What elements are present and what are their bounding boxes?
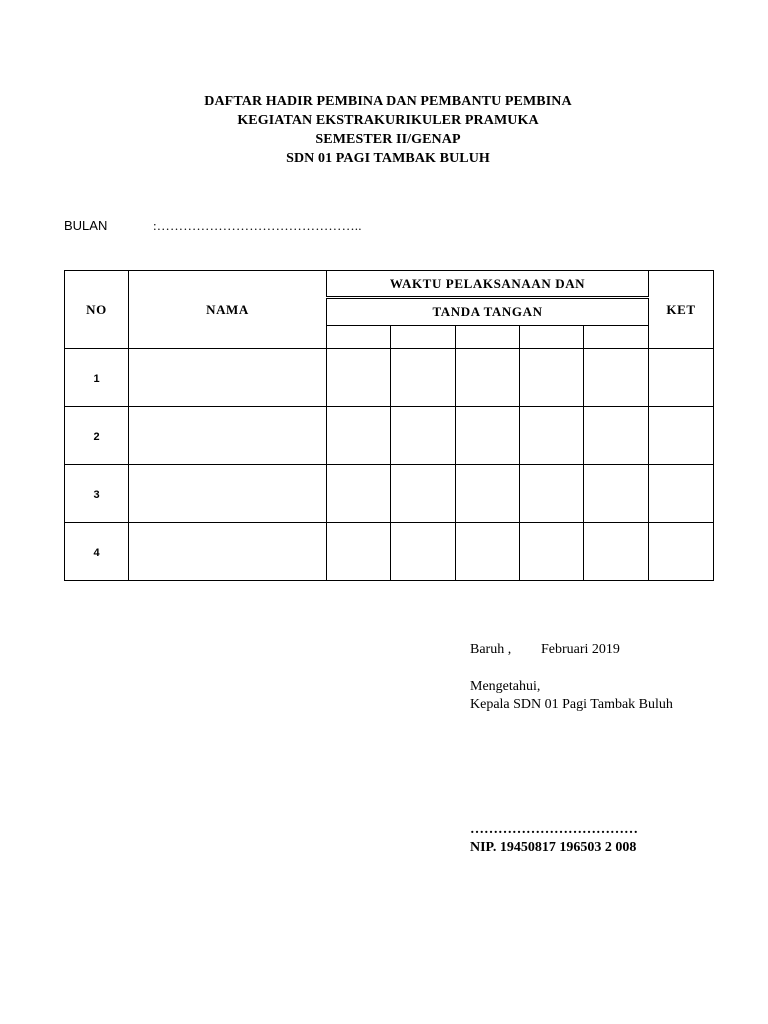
session-column-4: [520, 326, 584, 349]
signature-cell: [456, 349, 520, 407]
mengetahui-text: Mengetahui,: [470, 679, 541, 694]
signature-cell: [391, 349, 456, 407]
name-cell: [129, 407, 327, 465]
signature-date: Februari 2019: [541, 642, 620, 657]
signature-cell: [391, 465, 456, 523]
header-nama: NAMA: [129, 271, 327, 349]
signature-cell: [391, 407, 456, 465]
bulan-fill-line: :………………………………………..: [153, 218, 362, 233]
row-number: 3: [65, 465, 129, 523]
session-column-1: [327, 326, 391, 349]
signature-cell: [584, 407, 649, 465]
name-cell: [129, 465, 327, 523]
signature-cell: [456, 465, 520, 523]
signer-nip: NIP. 19450817 196503 2 008: [470, 840, 637, 855]
title-line-1: DAFTAR HADIR PEMBINA DAN PEMBANTU PEMBINA: [204, 94, 572, 109]
signature-cell: [584, 523, 649, 581]
row-number: 4: [65, 523, 129, 581]
row-number: 1: [65, 349, 129, 407]
document-title-block: [0, 92, 768, 168]
session-column-2: [391, 326, 456, 349]
title-line-2: KEGIATAN EKSTRAKURIKULER PRAMUKA: [237, 113, 539, 128]
title-line-3: SEMESTER II/GENAP: [315, 132, 461, 147]
session-column-5: [584, 326, 649, 349]
title-line-4: SDN 01 PAGI TAMBAK BULUH: [286, 151, 490, 166]
signature-place: [470, 640, 511, 659]
signature-cell: [584, 349, 649, 407]
signature-cell: [456, 523, 520, 581]
session-column-3: [456, 326, 520, 349]
signature-cell: [327, 349, 391, 407]
signer-name-line: ………………………………: [470, 822, 638, 837]
signature-cell: [520, 407, 584, 465]
signature-cell: [520, 523, 584, 581]
table-header-row: [65, 271, 714, 298]
attendance-table: [64, 270, 714, 581]
name-cell: [129, 349, 327, 407]
header-no: NO: [65, 271, 129, 349]
signature-cell: [520, 465, 584, 523]
header-waktu-pelaksanaan: WAKTU PELAKSANAAN DAN: [327, 271, 649, 298]
signature-cell: [584, 465, 649, 523]
place-text: Baruh ,: [470, 642, 512, 657]
row-number: 2: [65, 407, 129, 465]
ket-cell: [649, 349, 714, 407]
name-cell: [129, 523, 327, 581]
header-tanda-tangan: TANDA TANGAN: [327, 298, 649, 326]
table-row: [65, 465, 714, 523]
signature-cell: [456, 407, 520, 465]
signer-title: Kepala SDN 01 Pagi Tambak Buluh: [470, 697, 673, 712]
signature-cell: [520, 349, 584, 407]
ket-cell: [649, 465, 714, 523]
signature-cell: [391, 523, 456, 581]
signature-cell: [327, 407, 391, 465]
header-ket: KET: [649, 271, 714, 349]
bulan-label: BULAN: [64, 218, 108, 233]
table-row: [65, 523, 714, 581]
ket-cell: [649, 523, 714, 581]
ket-cell: [649, 407, 714, 465]
signature-cell: [327, 523, 391, 581]
table-row: [65, 349, 714, 407]
signature-cell: [327, 465, 391, 523]
table-row: [65, 407, 714, 465]
